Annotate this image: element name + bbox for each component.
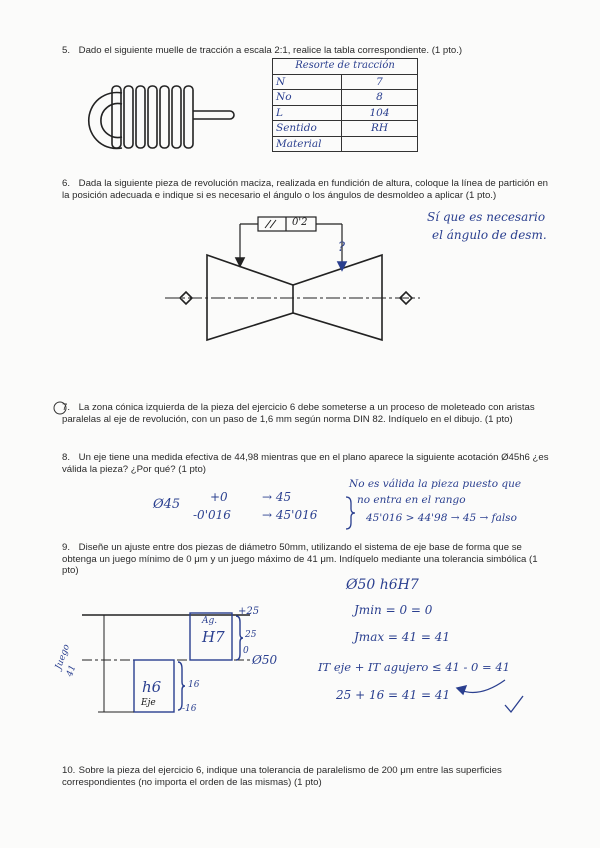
- dim-plus25: +25: [238, 606, 260, 617]
- jmin-equation: Jmin = 0 = 0: [354, 603, 433, 617]
- spring-table-header: Resorte de tracción: [273, 59, 418, 75]
- table-cell-key: N: [273, 74, 342, 90]
- calc-upper-dev: +0: [210, 490, 228, 504]
- question-number: 10.: [62, 765, 76, 776]
- calc-base: Ø45: [153, 497, 181, 512]
- table-cell-value: 104: [342, 105, 418, 121]
- brace-mark: [346, 497, 355, 529]
- it-equation: IT eje + IT agujero ≤ 41 - 0 = 41: [318, 660, 510, 674]
- tolerance-value: 0'2: [292, 217, 308, 228]
- table-cell-value: 7: [342, 74, 418, 90]
- question-number: 7.: [62, 402, 71, 413]
- sum-equation: 25 + 16 = 41 = 41: [336, 688, 451, 702]
- question-text: Sobre la pieza del ejercicio 6, indique una tolerancia de paralelismo de 200 μm entre las superficies correspondientes (no importa el orden de las mismas) (1 pto): [62, 765, 502, 788]
- side-label: Juego: [53, 643, 73, 671]
- table-cell-key: Sentido: [273, 121, 342, 137]
- table-cell-value: 8: [342, 90, 418, 106]
- circled-number-7: [54, 402, 66, 414]
- hole-tolerance: H7: [202, 628, 225, 646]
- calc-lower-result: → 45'016: [262, 508, 318, 522]
- table-cell-key: Material: [273, 136, 342, 152]
- answer-line: No es válida la pieza puesto que: [349, 478, 522, 490]
- revolution-part-drawing: [165, 217, 420, 340]
- question-text: La zona cónica izquierda de la pieza del ejercicio 6 debe someterse a un proceso de moleteado con aristas paralelas al eje de revolución, con un paso de 1,6 mm según norma DIN 82. Indíquelo en el dibujo. (1 pto): [62, 402, 535, 425]
- question-number: 5.: [62, 45, 71, 56]
- question-text: Diseñe un ajuste entre dos piezas de diámetro 50mm, utilizando el sistema de eje base de forma que se obtenga un juego mínimo de 0 μm y un juego máximo de 41 μm. Indíquelo mediante una tolerancia simbólica (1 pto): [62, 542, 538, 577]
- spring-drawing: [89, 86, 234, 149]
- shaft-tolerance: h6: [142, 678, 162, 696]
- question-text: Un eje tiene una medida efectiva de 44,98 mientras que en el plano aparece la siguiente acotación Ø45h6 ¿es válida la pieza? ¿Por qué? (1 pto): [62, 452, 549, 475]
- dim-16: 16: [188, 680, 200, 690]
- dim-minus16: -16: [182, 704, 197, 714]
- question-number: 8.: [62, 452, 71, 463]
- calc-lower-dev: -0'016: [193, 508, 231, 522]
- answer-line: Sí que es necesario: [427, 210, 546, 224]
- dim-25: 25: [245, 630, 257, 640]
- table-cell-key: No: [273, 90, 342, 106]
- jmax-equation: Jmax = 41 = 41: [354, 630, 451, 644]
- dim-phi50: Ø50: [252, 653, 278, 667]
- fit-designation: Ø50 h6H7: [346, 577, 419, 593]
- calc-upper-result: → 45: [262, 490, 292, 504]
- table-cell-key: L: [273, 105, 342, 121]
- question-text: Dado el siguiente muelle de tracción a escala 2:1, realice la tabla correspondiente. (1 pto.): [78, 45, 463, 56]
- question-mark: ?: [338, 240, 345, 255]
- question-text: Dada la siguiente pieza de revolución maciza, realizada en fundición de altura, coloque la línea de partición en la posición adecuada e indique si es necesario el ángulo o los ángulos de desmoldeo a aplicar (1 pto.): [62, 178, 549, 201]
- hole-label: Ag.: [202, 616, 218, 626]
- table-cell-value: RH: [342, 121, 418, 137]
- answer-line: no entra en el rango: [357, 494, 466, 506]
- answer-line: 45'016 > 44'98 → 45 → falso: [366, 512, 517, 524]
- question-number: 6.: [62, 178, 71, 189]
- shaft-label: Eje: [141, 698, 156, 708]
- side-label: 41: [65, 663, 79, 679]
- answer-line: el ángulo de desm.: [432, 228, 547, 242]
- dim-0: 0: [243, 646, 249, 656]
- question-number: 9.: [62, 542, 71, 553]
